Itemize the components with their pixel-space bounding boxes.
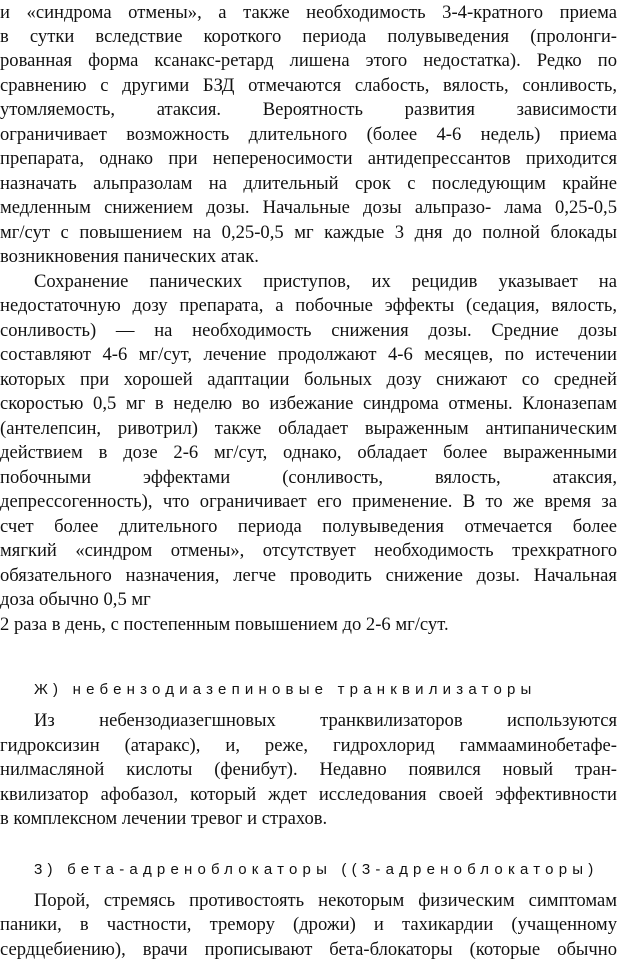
text-line: в комплексном лечении тревог и страхов. (0, 808, 328, 829)
text-line: паники, в частности, тремору (дрожи) и тахикардии (учащенному (0, 914, 617, 935)
text-line: 2 раза в день, с постепенным повышением до 2-6 мг/сут. (0, 614, 449, 635)
text-line: нилмасляной кислоты (фенибут). Недавно появился новый тран- (0, 759, 617, 780)
text-line: медленным снижением дозы. Начальные дозы альпразо- лама 0,25-0,5 (0, 197, 617, 218)
text-line: сердцебиению), врачи прописывают бета-блокаторы (которые обычно (0, 939, 617, 960)
text-line: возникновения панических атак. (0, 246, 259, 267)
text-line: сравнению с другими БЗД отмечаются слабость, вялость, сонливость, (0, 75, 617, 96)
section-heading: Ж) небензодиазепиновые транквилизаторы (34, 681, 537, 698)
text-line: рованная форма ксанакс-ретард лишена этого недостатка). Редко по (0, 50, 617, 71)
text-line: обязательного назначения, легче проводить снижение дозы. Начальная (0, 565, 617, 586)
text-line: депрессогенность), что ограничивает его применение. В то же время за (0, 491, 617, 512)
text-line: скоростью 0,5 мг в неделю во избежание синдрома отмены. Клоназепам (0, 393, 617, 414)
text-line: и «синдрома отмены», а также необходимость 3-4-кратного приема (0, 2, 617, 23)
text-line: недостаточную дозу препарата, а побочные эффекты (седация, вялость, (0, 295, 617, 316)
text-line: доза обычно 0,5 мг (0, 589, 151, 610)
text-line: сонливость) — на необходимость снижения дозы. Средние дозы (0, 320, 617, 341)
text-line: (антелепсин, ривотрил) также обладает выраженным антипаническим (0, 418, 617, 439)
text-line: счет более длительного периода полувыведения отмечается более (0, 516, 617, 537)
text-line: мг/сут с повышением на 0,25-0,5 мг каждые 3 дня до полной блокады (0, 222, 617, 243)
text-line: Порой, стремясь противостоять некоторым физическим симптомам (34, 890, 617, 911)
text-line: мягкий «синдром отмены», отсутствует необходимость трехкратного (0, 540, 617, 561)
text-line: которых при хорошей адаптации больных дозу снижают со средней (0, 369, 617, 390)
text-line: побочными эффектами (сонливость, вялость, атаксия, (0, 467, 617, 488)
text-line: действием в дозе 2-6 мг/сут, однако, обладает более выраженными (0, 442, 617, 463)
text-line: Из небензодиазегшновых транквилизаторов используются (34, 710, 617, 731)
text-line: гидроксизин (атаракс), и, реже, гидрохлорид гаммааминобетафе- (0, 735, 617, 756)
text-line: Сохранение панических приступов, их рецидив указывает на (34, 271, 617, 292)
text-line: ограничивает возможность длительного (более 4-6 недель) приема (0, 124, 617, 145)
section-heading: 3) бета-адреноблокаторы ((3-адреноблокаторы) (34, 861, 599, 878)
text-line: препарата, однако при непереносимости антидепрессантов приходится (0, 148, 617, 169)
text-line: утомляемость, атаксия. Вероятность развития зависимости (0, 99, 617, 120)
text-line: квилизатор афобазол, который ждет исследования своей эффективности (0, 784, 617, 805)
text-line: составляют 4-6 мг/сут, лечение продолжают 4-6 месяцев, по истечении (0, 344, 617, 365)
text-line: назначать альпразолам на длительный срок с последующим крайне (0, 173, 617, 194)
text-line: в сутки вследствие короткого периода полувыведения (пролонги- (0, 26, 617, 47)
